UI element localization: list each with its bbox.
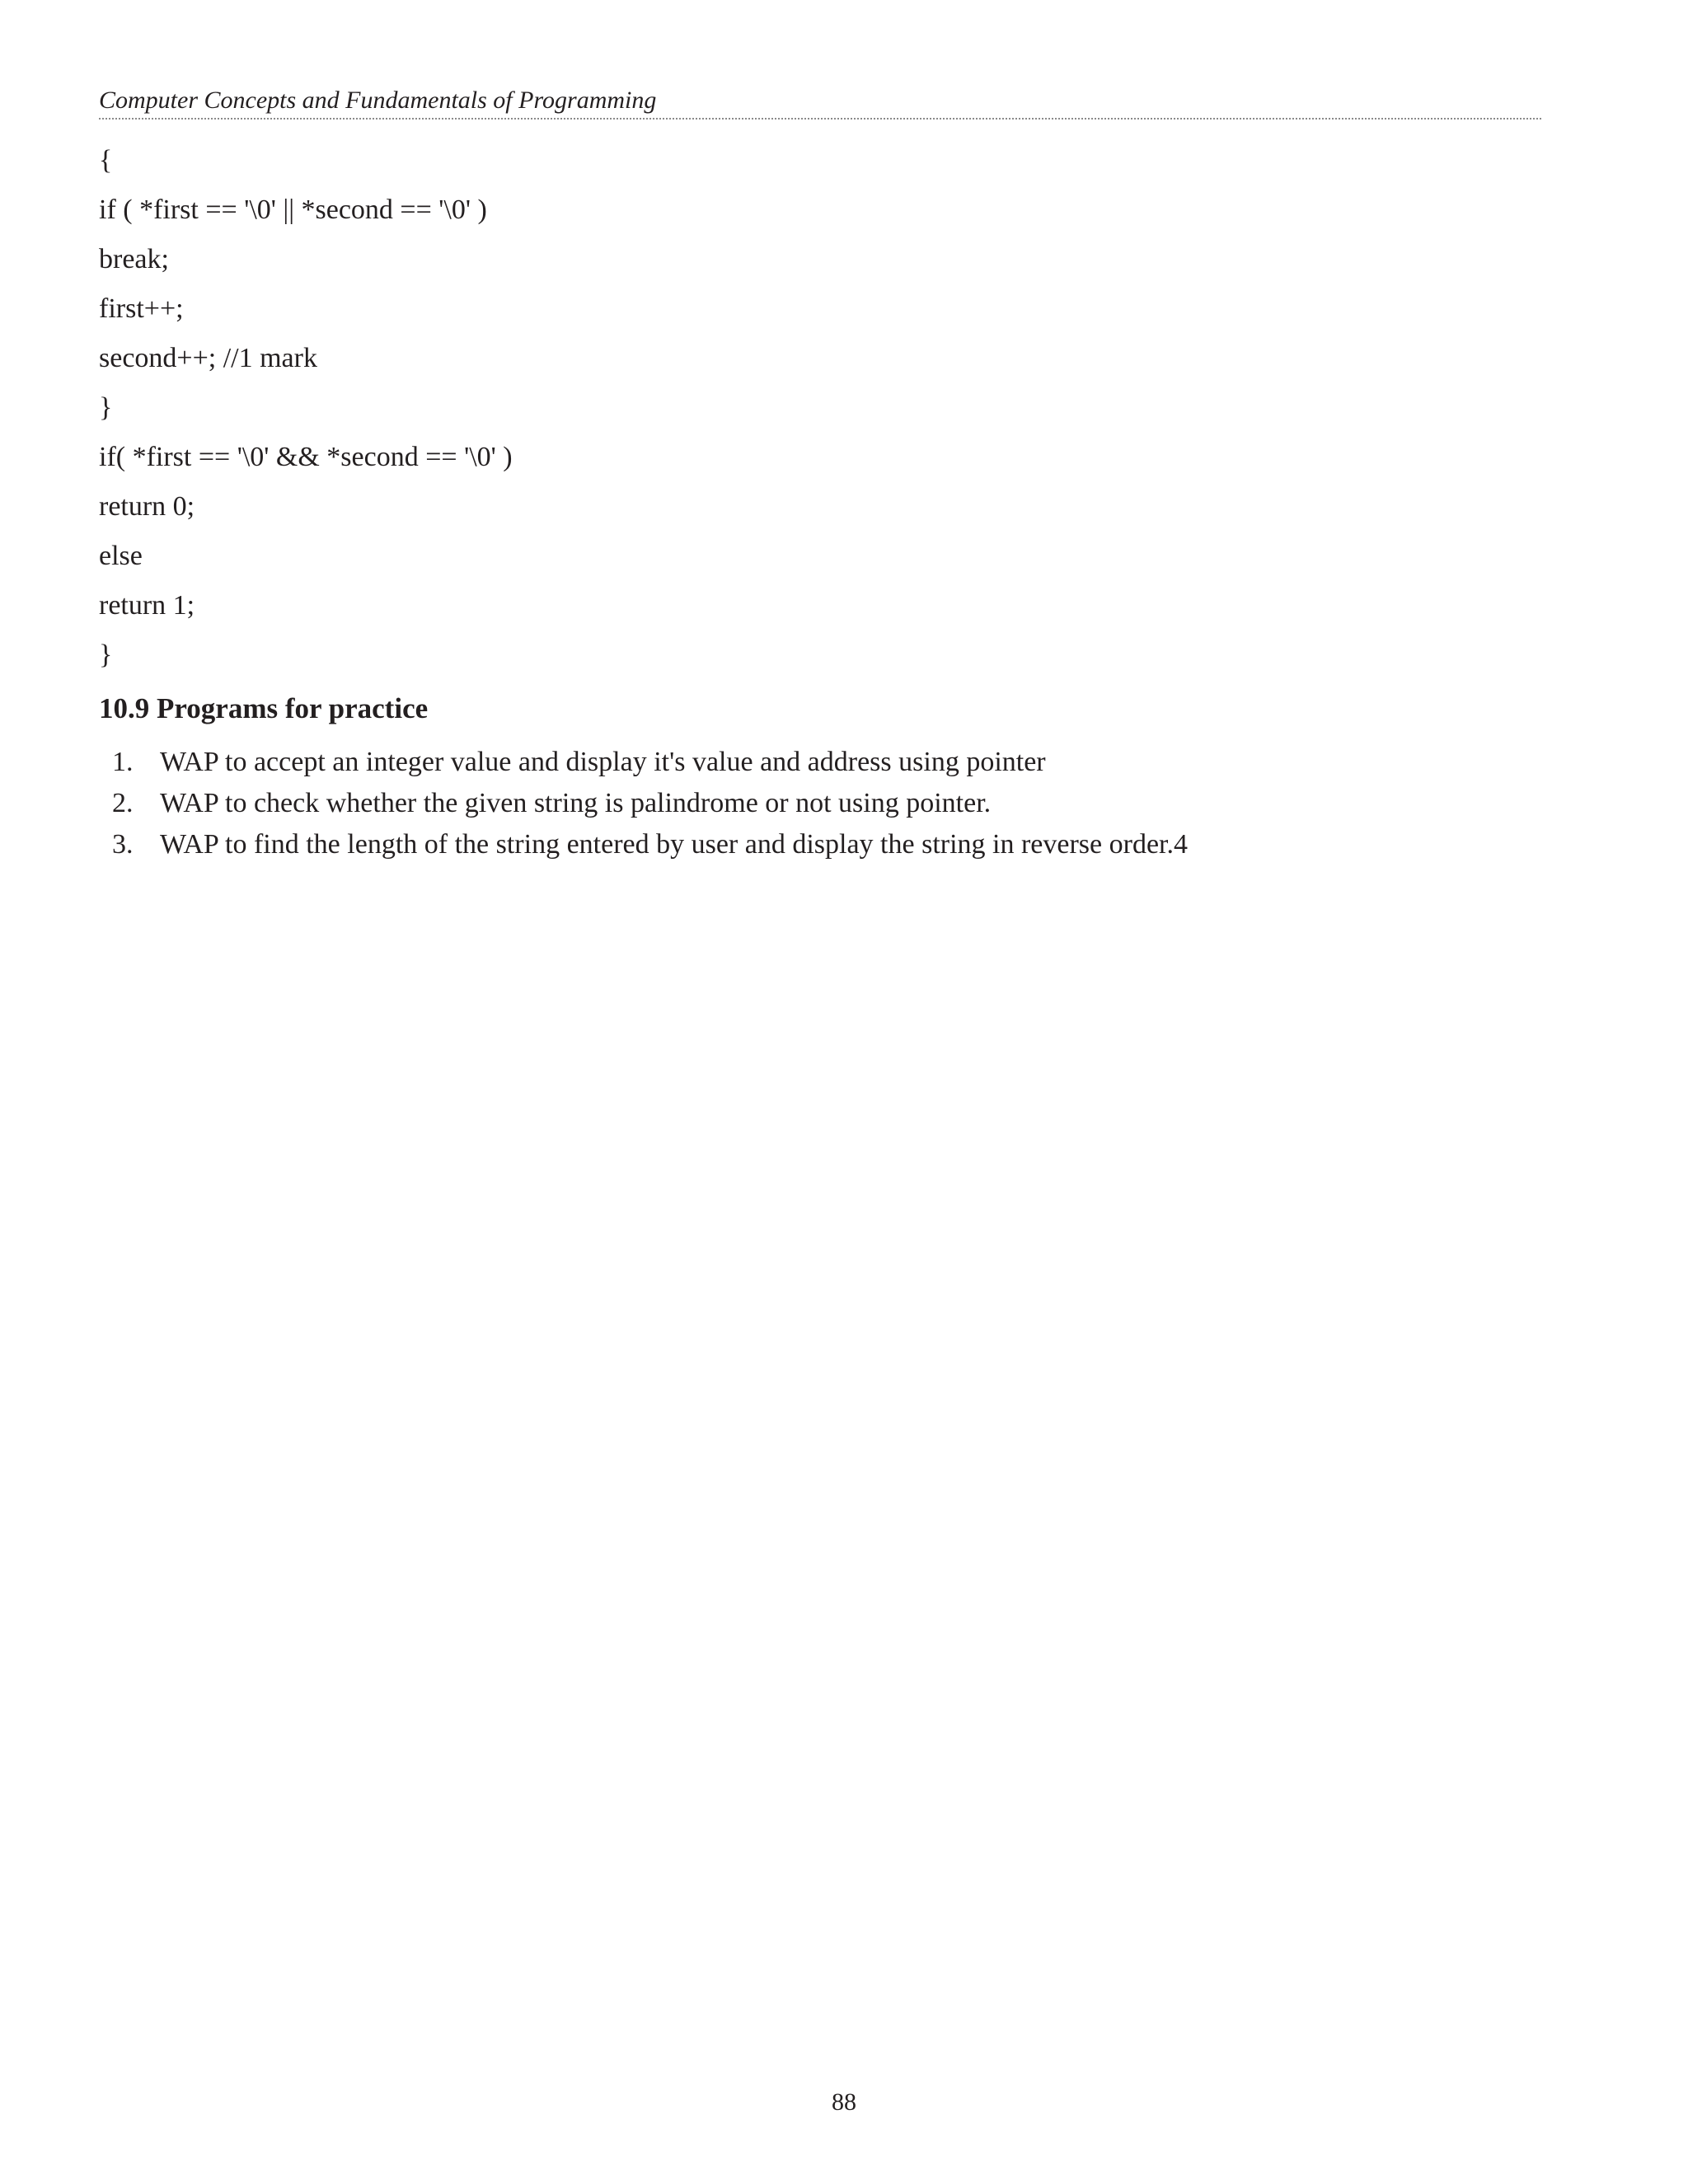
practice-item-text: WAP to accept an integer value and display it's value and address using pointer [160, 747, 1046, 777]
code-line: else [99, 541, 143, 571]
running-header-title: Computer Concepts and Fundamentals of Programming [99, 87, 657, 114]
practice-item-text: WAP to find the length of the string entered by user and display the string in reverse order.4 [160, 829, 1188, 860]
code-line: second++; //1 mark [99, 343, 317, 373]
code-line: { [99, 145, 113, 176]
code-line: break; [99, 244, 169, 274]
practice-item-number: 1. [112, 747, 134, 777]
practice-item-text: WAP to check whether the given string is palindrome or not using pointer. [160, 788, 992, 818]
code-line: if( *first == '\0' && *second == '\0' ) [99, 442, 513, 472]
code-line: } [99, 392, 113, 423]
practice-item-number: 3. [112, 829, 134, 860]
code-line: first++; [99, 293, 184, 324]
running-header [99, 83, 1541, 120]
section-heading: 10.9 Programs for practice [99, 692, 429, 724]
code-line: if ( *first == '\0' || *second == '\0' ) [99, 194, 487, 225]
code-line: return 0; [99, 491, 195, 522]
code-line: } [99, 640, 113, 670]
practice-item-number: 2. [112, 788, 134, 818]
code-line: return 1; [99, 590, 195, 621]
code-block [99, 144, 513, 688]
page-number: 88 [832, 2088, 856, 2116]
